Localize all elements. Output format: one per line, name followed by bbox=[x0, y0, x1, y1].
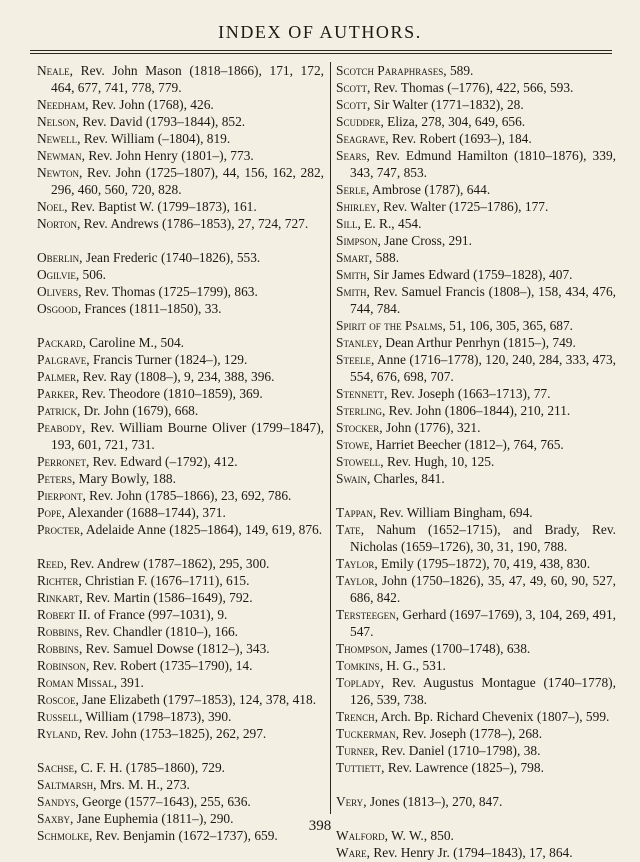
author-name: Newton bbox=[37, 165, 79, 180]
author-name: Tersteegen bbox=[336, 607, 396, 622]
entry-details: , 391. bbox=[113, 675, 144, 690]
header-rule-top bbox=[30, 50, 612, 51]
author-name: Turner bbox=[336, 743, 375, 758]
index-entry bbox=[37, 215, 324, 232]
index-entry bbox=[37, 351, 324, 368]
entry-details: , Gerhard (1697–1769), 3, 104, 269, 491, 547. bbox=[350, 607, 616, 639]
index-entry bbox=[336, 742, 616, 759]
author-name: Sill bbox=[336, 216, 358, 231]
entry-details: , Rev. John (1806–1844), 210, 211. bbox=[381, 403, 571, 418]
author-name: Tomkins bbox=[336, 658, 380, 673]
author-name: Simpson bbox=[336, 233, 378, 248]
author-name: Stowe bbox=[336, 437, 370, 452]
entry-details: , Rev. John (1725–1807), 44, 156, 162, 282, 296, 460, 560, 720, 828. bbox=[51, 165, 324, 197]
author-name: Peters bbox=[37, 471, 72, 486]
index-entry bbox=[37, 487, 324, 504]
index-entry bbox=[336, 521, 616, 555]
entry-details: , Rev. William Bourne Oliver (1799–1847), 193, 601, 721, 731. bbox=[51, 420, 324, 452]
entry-details: , Mrs. M. H., 273. bbox=[93, 777, 190, 792]
index-entry bbox=[336, 351, 616, 385]
entry-details: , H. G., 531. bbox=[379, 658, 446, 673]
entry-details: , Rev. John (1753–1825), 262, 297. bbox=[77, 726, 267, 741]
index-entry bbox=[37, 606, 324, 623]
index-entry bbox=[37, 130, 324, 147]
author-name: Smart bbox=[336, 250, 369, 265]
entry-details: , Rev. Thomas (1725–1799), 863. bbox=[78, 284, 258, 299]
entry-details: , George (1577–1643), 255, 636. bbox=[75, 794, 251, 809]
index-entry bbox=[336, 79, 616, 96]
index-entry bbox=[336, 708, 616, 725]
author-name: Thompson bbox=[336, 641, 389, 656]
author-name: Newman bbox=[37, 148, 82, 163]
entry-details: , Rev. Daniel (1710–1798), 38. bbox=[374, 743, 541, 758]
entry-details: , Francis Turner (1824–), 129. bbox=[86, 352, 248, 367]
entry-details: , William (1798–1873), 390. bbox=[78, 709, 232, 724]
entry-details: , Rev. Joseph (1778–), 268. bbox=[395, 726, 543, 741]
entry-details: , Jones (1813–), 270, 847. bbox=[363, 794, 503, 809]
header-rule-bottom bbox=[30, 53, 612, 54]
author-name: Ryland bbox=[37, 726, 78, 741]
author-name: Olivers bbox=[37, 284, 79, 299]
author-name: Roman Missal bbox=[37, 675, 114, 690]
left-column bbox=[37, 62, 324, 844]
entry-details: , Rev. Joseph (1663–1713), 77. bbox=[383, 386, 551, 401]
index-entry bbox=[37, 62, 324, 96]
index-entry bbox=[336, 555, 616, 572]
entry-details: , Rev. John Henry (1801–), 773. bbox=[81, 148, 254, 163]
author-name: Ware bbox=[336, 845, 367, 860]
author-name: Pope bbox=[37, 505, 62, 520]
index-entry bbox=[37, 572, 324, 589]
author-name: Patrick bbox=[37, 403, 77, 418]
author-name: Packard bbox=[37, 335, 83, 350]
author-name: Nelson bbox=[37, 114, 76, 129]
section-gap bbox=[37, 538, 324, 555]
author-name: Procter bbox=[37, 522, 80, 537]
index-entry bbox=[37, 759, 324, 776]
author-name: Oberlin bbox=[37, 250, 80, 265]
entry-details: , Rev. Samuel Francis (1808–), 158, 434, 476, 744, 784. bbox=[350, 284, 616, 316]
entry-details: , Rev. Ray (1808–), 9, 234, 388, 396. bbox=[75, 369, 275, 384]
author-name: Tuttiett bbox=[336, 760, 382, 775]
index-entry bbox=[336, 844, 616, 861]
author-name: Saxby bbox=[37, 811, 70, 826]
entry-details: , Ambrose (1787), 644. bbox=[365, 182, 491, 197]
index-entry bbox=[336, 640, 616, 657]
page-title: INDEX OF AUTHORS. bbox=[218, 22, 422, 42]
entry-details: , Mary Bowly, 188. bbox=[71, 471, 176, 486]
entry-details: , 51, 106, 305, 365, 687. bbox=[442, 318, 574, 333]
author-name: Richter bbox=[37, 573, 79, 588]
index-entry bbox=[37, 147, 324, 164]
entry-details: , James (1700–1748), 638. bbox=[388, 641, 531, 656]
entry-details: , Rev. Theodore (1810–1859), 369. bbox=[74, 386, 263, 401]
author-name: Parker bbox=[37, 386, 75, 401]
entry-details: , Rev. Augustus Montague (1740–1778), 126, 539, 738. bbox=[350, 675, 616, 707]
entry-details: , Rev. Henry Jr. (1794–1843), 17, 864. bbox=[366, 845, 573, 860]
right-column bbox=[336, 62, 616, 861]
index-entry bbox=[336, 674, 616, 708]
entry-details: , Rev. Baptist W. (1799–1873), 161. bbox=[64, 199, 257, 214]
index-entry bbox=[336, 147, 616, 181]
author-name: Tappan bbox=[336, 505, 373, 520]
author-name: Swain bbox=[336, 471, 367, 486]
entry-details: , 506. bbox=[75, 267, 106, 282]
index-entry bbox=[336, 198, 616, 215]
index-entry bbox=[336, 759, 616, 776]
entry-details: , Dean Arthur Penrhyn (1815–), 749. bbox=[378, 335, 576, 350]
index-entry bbox=[37, 249, 324, 266]
index-entry bbox=[37, 504, 324, 521]
index-entry bbox=[336, 249, 616, 266]
index-entry bbox=[37, 113, 324, 130]
index-entry bbox=[336, 402, 616, 419]
entry-details: , Jane Euphemia (1811–), 290. bbox=[69, 811, 234, 826]
author-name: Scotch Paraphrases bbox=[336, 63, 444, 78]
index-entry bbox=[336, 793, 616, 810]
index-entry bbox=[37, 419, 324, 453]
index-entry bbox=[37, 640, 324, 657]
author-name: Saltmarsh bbox=[37, 777, 94, 792]
index-entry bbox=[336, 436, 616, 453]
entry-details: , C. F. H. (1785–1860), 729. bbox=[73, 760, 226, 775]
author-name: Tuckerman bbox=[336, 726, 396, 741]
entry-details: , Emily (1795–1872), 70, 419, 438, 830. bbox=[374, 556, 591, 571]
entry-details: , E. R., 454. bbox=[357, 216, 422, 231]
entry-details: , Harriet Beecher (1812–), 764, 765. bbox=[369, 437, 564, 452]
index-entry bbox=[336, 657, 616, 674]
author-name: Palmer bbox=[37, 369, 76, 384]
entry-details: , Rev. Andrews (1786–1853), 27, 724, 727. bbox=[76, 216, 309, 231]
index-entry bbox=[37, 368, 324, 385]
index-entry bbox=[37, 453, 324, 470]
entry-details: , Rev. William Bingham, 694. bbox=[372, 505, 533, 520]
index-entry bbox=[336, 453, 616, 470]
index-entry bbox=[37, 96, 324, 113]
entry-details: , Christian F. (1676–1711), 615. bbox=[78, 573, 250, 588]
entry-details: , Sir James Edward (1759–1828), 407. bbox=[366, 267, 573, 282]
section-gap bbox=[37, 742, 324, 759]
entry-details: , Rev. Thomas (–1776), 422, 566, 593. bbox=[366, 80, 574, 95]
index-entry bbox=[37, 334, 324, 351]
author-name: Spirit of the Psalms bbox=[336, 318, 443, 333]
author-name: Very bbox=[336, 794, 364, 809]
entry-details: , Eliza, 278, 304, 649, 656. bbox=[380, 114, 526, 129]
entry-details: , Rev. Chandler (1810–), 166. bbox=[78, 624, 238, 639]
section-gap bbox=[37, 317, 324, 334]
index-entry bbox=[336, 334, 616, 351]
author-name: Tate bbox=[336, 522, 361, 537]
index-entry bbox=[336, 181, 616, 198]
entry-details: , Rev. Edward (–1792), 412. bbox=[85, 454, 238, 469]
entry-details: , Arch. Bp. Richard Chevenix (1807–), 599. bbox=[374, 709, 610, 724]
index-entry bbox=[336, 317, 616, 334]
index-entry bbox=[37, 589, 324, 606]
author-name: Perronet bbox=[37, 454, 86, 469]
author-name: Russell bbox=[37, 709, 79, 724]
entry-details: , W. W., 850. bbox=[384, 828, 454, 843]
author-name: Stanley bbox=[336, 335, 379, 350]
author-name: Sterling bbox=[336, 403, 382, 418]
author-name: Scott bbox=[336, 97, 367, 112]
entry-details: , Rev. Lawrence (1825–), 798. bbox=[381, 760, 544, 775]
entry-details: , John (1776), 321. bbox=[379, 420, 481, 435]
entry-details: , Alexander (1688–1744), 371. bbox=[61, 505, 226, 520]
index-entry bbox=[336, 232, 616, 249]
section-gap bbox=[336, 487, 616, 504]
entry-details: , Rev. John (1785–1866), 23, 692, 786. bbox=[82, 488, 292, 503]
index-entry bbox=[336, 62, 616, 79]
entry-details: , Adelaide Anne (1825–1864), 149, 619, 876. bbox=[79, 522, 323, 537]
index-entry bbox=[336, 266, 616, 283]
author-name: Rinkart bbox=[37, 590, 80, 605]
author-name: Newell bbox=[37, 131, 78, 146]
entry-details: , Rev. Samuel Dowse (1812–), 343. bbox=[78, 641, 270, 656]
entry-details: , Frances (1811–1850), 33. bbox=[77, 301, 222, 316]
index-entry bbox=[336, 606, 616, 640]
entry-details: , Rev. Walter (1725–1786), 177. bbox=[376, 199, 549, 214]
index-entry bbox=[336, 130, 616, 147]
index-entry bbox=[336, 215, 616, 232]
author-name: Shirley bbox=[336, 199, 377, 214]
entry-details: , Rev. Andrew (1787–1862), 295, 300. bbox=[63, 556, 270, 571]
entry-details: , Jane Cross, 291. bbox=[377, 233, 472, 248]
entry-details: , Rev. John Mason (1818–1866), 171, 172, 464, 677, 741, 778, 779. bbox=[51, 63, 324, 95]
index-entry bbox=[336, 385, 616, 402]
entry-details: , Jean Frederic (1740–1826), 553. bbox=[79, 250, 261, 265]
entry-details: , Rev. William (–1804), 819. bbox=[77, 131, 231, 146]
entry-details: , Caroline M., 504. bbox=[82, 335, 184, 350]
entry-details: , Rev. Robert (1735–1790), 14. bbox=[85, 658, 253, 673]
author-name: Stocker bbox=[336, 420, 380, 435]
column-divider bbox=[330, 62, 331, 814]
index-entry bbox=[336, 283, 616, 317]
entry-details: , 589. bbox=[443, 63, 474, 78]
index-entry bbox=[37, 708, 324, 725]
author-name: Smith bbox=[336, 284, 367, 299]
index-entry bbox=[336, 113, 616, 130]
entry-details: , Rev. David (1793–1844), 852. bbox=[75, 114, 246, 129]
author-name: Robert bbox=[37, 607, 75, 622]
index-entry bbox=[37, 470, 324, 487]
author-name: Taylor bbox=[336, 573, 375, 588]
entry-details: , Rev. John (1768), 426. bbox=[85, 97, 214, 112]
index-entry bbox=[37, 776, 324, 793]
entry-details: , Sir Walter (1771–1832), 28. bbox=[366, 97, 524, 112]
author-name: Stennett bbox=[336, 386, 384, 401]
entry-details: , Rev. Martin (1586–1649), 792. bbox=[79, 590, 253, 605]
page-number: 398 bbox=[308, 818, 332, 834]
author-name: Peabody bbox=[37, 420, 82, 435]
author-name: Osgood bbox=[37, 301, 78, 316]
entry-details: , Rev. Hugh, 10, 125. bbox=[380, 454, 495, 469]
entry-details: , Rev. Edmund Hamilton (1810–1876), 339, 343, 747, 853. bbox=[350, 148, 616, 180]
author-name: Norton bbox=[37, 216, 77, 231]
entry-details: , Rev. Benjamin (1672–1737), 659. bbox=[88, 828, 278, 843]
author-name: Serle bbox=[336, 182, 366, 197]
author-name: Reed bbox=[37, 556, 64, 571]
index-entry bbox=[37, 725, 324, 742]
entry-details: , Nahum (1652–1715), and Brady, Rev. Nicholas (1659–1726), 30, 31, 190, 788. bbox=[350, 522, 616, 554]
author-name: Robinson bbox=[37, 658, 86, 673]
index-entry bbox=[37, 657, 324, 674]
author-name: Trench bbox=[336, 709, 375, 724]
entry-details: , Jane Elizabeth (1797–1853), 124, 378, 418. bbox=[75, 692, 317, 707]
entry-details: , 588. bbox=[368, 250, 400, 265]
author-name: Pierpont bbox=[37, 488, 83, 503]
index-entry bbox=[336, 725, 616, 742]
entry-details: , Rev. Robert (1693–), 184. bbox=[385, 131, 532, 146]
author-name: Robbins bbox=[37, 641, 79, 656]
entry-details: , Charles, 841. bbox=[366, 471, 445, 486]
author-name: Scott bbox=[336, 80, 367, 95]
index-entry bbox=[37, 555, 324, 572]
author-name: Noel bbox=[37, 199, 65, 214]
author-name: Scudder bbox=[336, 114, 381, 129]
author-name: Steele bbox=[336, 352, 371, 367]
index-entry bbox=[37, 385, 324, 402]
entry-details: II. of France (997–1031), 9. bbox=[74, 607, 228, 622]
author-name: Toplady bbox=[336, 675, 381, 690]
index-entry bbox=[37, 283, 324, 300]
index-entry bbox=[37, 623, 324, 640]
author-name: Palgrave bbox=[37, 352, 87, 367]
index-entry bbox=[37, 164, 324, 198]
author-name: Needham bbox=[37, 97, 86, 112]
entry-details: , Dr. John (1679), 668. bbox=[76, 403, 199, 418]
author-name: Sandys bbox=[37, 794, 76, 809]
entry-details: , John (1750–1826), 35, 47, 49, 60, 90, 527, 686, 842. bbox=[350, 573, 616, 605]
index-entry bbox=[336, 504, 616, 521]
author-name: Sachse bbox=[37, 760, 74, 775]
index-entry bbox=[37, 402, 324, 419]
index-entry bbox=[37, 300, 324, 317]
index-entry bbox=[37, 198, 324, 215]
author-name: Walford bbox=[336, 828, 385, 843]
index-entry bbox=[37, 266, 324, 283]
author-name: Schmolke bbox=[37, 828, 89, 843]
author-name: Roscoe bbox=[37, 692, 76, 707]
author-name: Stowell bbox=[336, 454, 381, 469]
index-entry bbox=[37, 793, 324, 810]
index-entry bbox=[37, 691, 324, 708]
author-name: Seagrave bbox=[336, 131, 386, 146]
index-entry bbox=[336, 572, 616, 606]
author-name: Ogilvie bbox=[37, 267, 76, 282]
author-name: Taylor bbox=[336, 556, 375, 571]
author-name: Robbins bbox=[37, 624, 79, 639]
index-entry bbox=[336, 96, 616, 113]
entry-details: , Anne (1716–1778), 120, 240, 284, 333, 473, 554, 676, 698, 707. bbox=[350, 352, 616, 384]
section-gap bbox=[37, 232, 324, 249]
index-entry bbox=[37, 674, 324, 691]
author-name: Sears bbox=[336, 148, 367, 163]
author-name: Smith bbox=[336, 267, 367, 282]
author-name: Neale bbox=[37, 63, 70, 78]
index-entry bbox=[336, 419, 616, 436]
index-entry bbox=[37, 521, 324, 538]
index-entry bbox=[336, 470, 616, 487]
section-gap bbox=[336, 776, 616, 793]
